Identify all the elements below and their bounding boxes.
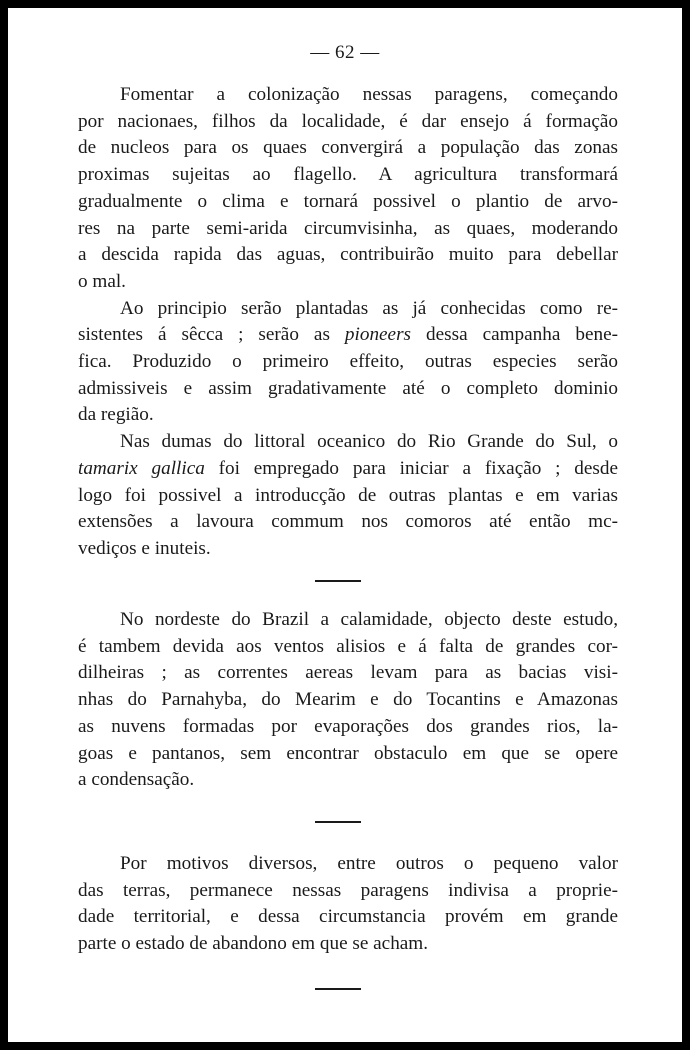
section-divider xyxy=(315,988,361,990)
section-3 xyxy=(78,851,618,958)
text-line xyxy=(78,456,618,483)
text-line: logo foi possivel a introducção de outras plantas e em varias xyxy=(78,484,618,506)
text-line: nhas do Parnahyba, do Mearim e do Tocantins e Amazonas xyxy=(78,689,618,711)
section-2 xyxy=(78,607,618,794)
paragraph-planting xyxy=(78,296,618,430)
text-line: Por motivos diversos, entre outros o pequeno valor xyxy=(120,853,618,874)
text-line: extensões a lavoura commum nos comoros até então mc- xyxy=(78,511,618,533)
paragraph-property xyxy=(78,851,618,958)
text-segment: foi empregado para iniciar a fixação ; desde xyxy=(204,457,618,479)
text-line xyxy=(78,322,618,349)
text-line: proximas sujeitas ao flagello. A agricultura transformará xyxy=(78,164,618,186)
text-line: da região. xyxy=(78,404,154,426)
book-page xyxy=(8,8,682,1042)
text-line: goas e pantanos, sem encontrar obstaculo em que se opere xyxy=(78,742,618,764)
section-1 xyxy=(78,82,618,563)
text-segment: dessa campanha bene- xyxy=(411,324,618,346)
text-line: Nas dumas do littoral oceanico do Rio Grande do Sul, o xyxy=(120,431,618,453)
italic-term: pioneers xyxy=(344,324,412,346)
text-line: de nucleos para os quaes convergirá a população das zonas xyxy=(78,137,618,159)
paragraph-dunes xyxy=(78,429,618,563)
text-line: gradualmente o clima e tornará possivel o plantio de arvo- xyxy=(78,190,618,212)
text-line: o mal. xyxy=(78,270,126,292)
paragraph-colonization xyxy=(78,82,618,296)
text-line: dade territorial, e dessa circumstancia provém em grande xyxy=(78,906,618,928)
text-line: a condensação. xyxy=(78,769,195,791)
text-line: No nordeste do Brazil a calamidade, objecto deste estudo, xyxy=(120,609,618,630)
page-number: — 62 — xyxy=(310,42,380,63)
text-line: dilheiras ; as correntes aereas levam para as bacias visi- xyxy=(78,662,618,684)
text-line: é tambem devida aos ventos alisios e á falta de grandes cor- xyxy=(78,635,618,657)
text-line: fica. Produzido o primeiro effeito, outras especies serão xyxy=(78,351,618,373)
text-line: res na parte semi-arida circumvisinha, as quaes, moderando xyxy=(78,217,618,239)
text-line: vediços e inuteis. xyxy=(78,537,211,559)
text-line: admissiveis e assim gradativamente até o completo dominio xyxy=(78,377,618,399)
text-line: por nacionaes, filhos da localidade, é dar ensejo á formação xyxy=(78,110,618,132)
italic-term: tamarix gallica xyxy=(78,457,205,479)
text-line: as nuvens formadas por evaporações dos grandes rios, la- xyxy=(78,715,618,737)
text-line: das terras, permanece nessas paragens indivisa a proprie- xyxy=(78,879,618,901)
text-line: parte o estado de abandono em que se acham. xyxy=(78,933,429,955)
text-line: a descida rapida das aguas, contribuirão muito para debellar xyxy=(78,244,618,266)
text-line: Fomentar a colonização nessas paragens, começando xyxy=(120,84,618,105)
section-divider xyxy=(315,580,361,582)
text-segment: sistentes á sêcca ; serão as xyxy=(78,324,345,346)
section-divider xyxy=(315,821,361,823)
paragraph-northeast xyxy=(78,607,618,794)
text-line: Ao principio serão plantadas as já conhecidas como re- xyxy=(120,297,618,319)
